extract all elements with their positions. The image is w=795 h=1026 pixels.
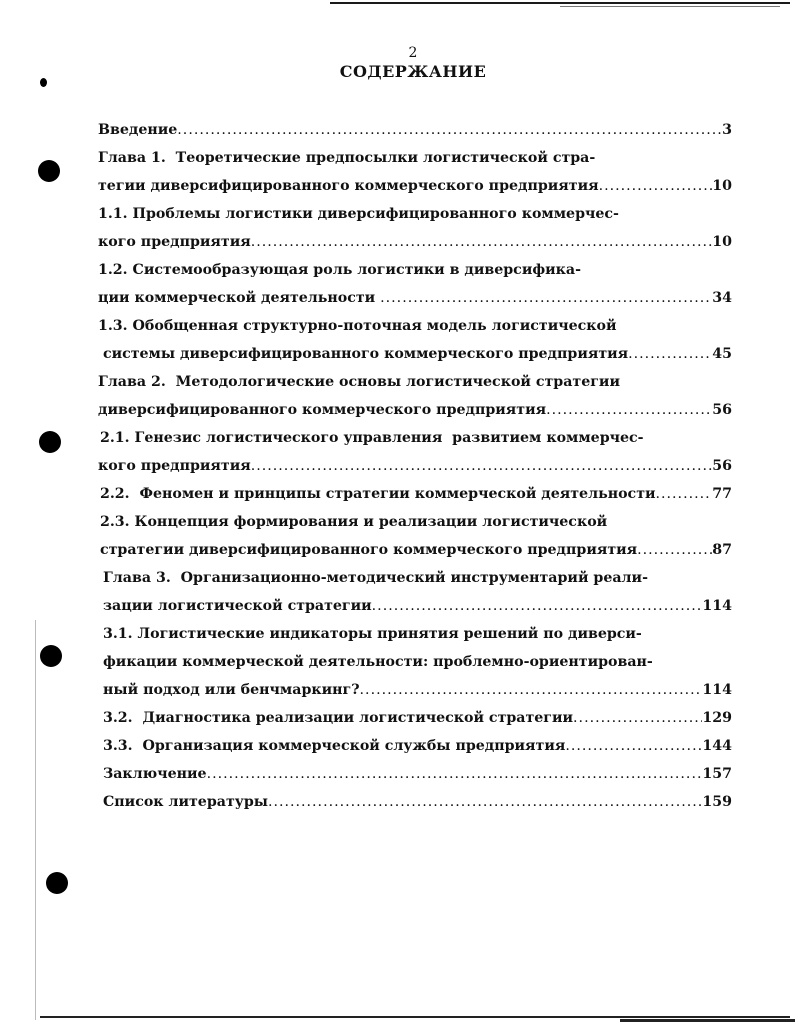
toc-entry xyxy=(98,116,732,144)
toc-entry-text: кого предприятия xyxy=(98,234,251,250)
toc-entry xyxy=(98,172,732,200)
toc-entry xyxy=(98,760,732,788)
leader-dots xyxy=(565,732,702,760)
toc-entry-text: 2.2. Феномен и принципы стратегии коммерческой деятельности xyxy=(100,486,656,502)
toc-entry-page: 3 xyxy=(722,122,732,138)
toc-entry-page: 10 xyxy=(712,178,732,194)
punch-hole-mark xyxy=(38,160,60,182)
leader-dots xyxy=(251,452,713,480)
leader-dots xyxy=(207,760,703,788)
toc-entry-page: 159 xyxy=(702,794,732,810)
scan-edge-line xyxy=(35,620,36,1020)
page-number: 2 xyxy=(408,45,418,61)
toc-entry-text: кого предприятия xyxy=(98,458,251,474)
toc-entry xyxy=(98,284,732,312)
leader-dots xyxy=(268,788,702,816)
toc-entry xyxy=(98,620,732,648)
table-of-contents xyxy=(98,116,732,816)
punch-hole-mark xyxy=(40,645,62,667)
toc-entry-text: Введение xyxy=(98,122,178,138)
toc-entry-text: ный подход или бенчмаркинг? xyxy=(103,682,360,698)
toc-entry xyxy=(98,340,732,368)
toc-entry-text: зации логистической стратегии xyxy=(103,598,372,614)
toc-entry-text: фикации коммерческой деятельности: проблемно-ориентирован- xyxy=(103,654,653,670)
toc-entry xyxy=(98,200,732,228)
leader-dots xyxy=(656,480,713,508)
toc-entry-text: 1.2. Системообразующая роль логистики в диверсифика- xyxy=(98,262,581,278)
scan-edge-line xyxy=(560,6,780,7)
toc-entry xyxy=(98,508,732,536)
toc-entry xyxy=(98,256,732,284)
toc-entry xyxy=(98,228,732,256)
toc-entry-text: 3.2. Диагностика реализации логистической стратегии xyxy=(103,710,574,726)
toc-entry xyxy=(98,368,732,396)
toc-entry-text: 1.3. Обобщенная структурно-поточная модель логистической xyxy=(98,318,617,334)
toc-entry xyxy=(98,312,732,340)
toc-entry xyxy=(98,536,732,564)
toc-entry-text: Глава 1. Теоретические предпосылки логистической стра- xyxy=(98,150,596,166)
toc-entry-text: 3.1. Логистические индикаторы принятия решений по диверси- xyxy=(103,626,642,642)
toc-entry xyxy=(98,592,732,620)
toc-entry xyxy=(98,452,732,480)
toc-entry-text: Список литературы xyxy=(103,794,268,810)
toc-entry-page: 56 xyxy=(712,402,732,418)
toc-entry xyxy=(98,564,732,592)
toc-entry xyxy=(98,424,732,452)
toc-entry xyxy=(98,480,732,508)
toc-entry-page: 129 xyxy=(702,710,732,726)
toc-entry-page: 10 xyxy=(712,234,732,250)
toc-entry-page: 114 xyxy=(702,598,732,614)
toc-entry xyxy=(98,676,732,704)
scan-edge-line xyxy=(330,2,790,4)
leader-dots xyxy=(360,676,703,704)
leader-dots xyxy=(573,704,702,732)
toc-entry-text: 2.1. Генезис логистического управления развитием коммерчес- xyxy=(100,430,644,446)
toc-entry xyxy=(98,396,732,424)
toc-entry-text: Заключение xyxy=(103,766,207,782)
page-title: СОДЕРЖАНИЕ xyxy=(339,62,487,81)
toc-entry xyxy=(98,732,732,760)
leader-dots xyxy=(177,116,722,144)
leader-dots xyxy=(546,396,712,424)
toc-entry-text: ции коммерческой деятельности xyxy=(98,290,381,306)
toc-entry-text: системы диверсифицированного коммерческого предприятия xyxy=(98,346,629,362)
leader-dots xyxy=(251,228,713,256)
toc-entry-page: 45 xyxy=(712,346,732,362)
toc-entry xyxy=(98,704,732,732)
toc-entry-text: тегии диверсифицированного коммерческого предприятия xyxy=(98,178,599,194)
leader-dots xyxy=(372,592,703,620)
toc-entry-page: 87 xyxy=(712,542,732,558)
toc-entry-text: Глава 3. Организационно-методический инструментарий реали- xyxy=(103,570,648,586)
toc-entry-text: стратегии диверсифицированного коммерческого предприятия xyxy=(100,542,638,558)
toc-entry-page: 157 xyxy=(702,766,732,782)
toc-entry-text: 2.3. Концепция формирования и реализации логистической xyxy=(100,514,608,530)
leader-dots xyxy=(628,340,712,368)
scan-edge-line xyxy=(40,1016,790,1018)
punch-hole-mark xyxy=(46,872,68,894)
toc-entry-text: Глава 2. Методологические основы логистической стратегии xyxy=(98,374,620,390)
punch-hole-mark xyxy=(39,431,61,453)
leader-dots xyxy=(599,172,713,200)
toc-entry xyxy=(98,144,732,172)
toc-entry xyxy=(98,648,732,676)
leader-dots xyxy=(637,536,712,564)
toc-entry-text: диверсифицированного коммерческого предприятия xyxy=(98,402,547,418)
toc-entry xyxy=(98,788,732,816)
toc-entry-page: 56 xyxy=(712,458,732,474)
leader-dots xyxy=(380,284,712,312)
toc-entry-text: 3.3. Организация коммерческой службы предприятия xyxy=(103,738,566,754)
toc-entry-page: 34 xyxy=(712,290,732,306)
toc-entry-page: 114 xyxy=(702,682,732,698)
toc-entry-page: 77 xyxy=(712,486,732,502)
scan-edge-line xyxy=(620,1019,795,1022)
toc-entry-page: 144 xyxy=(702,738,732,754)
toc-entry-text: 1.1. Проблемы логистики диверсифицированного коммерчес- xyxy=(98,206,619,222)
